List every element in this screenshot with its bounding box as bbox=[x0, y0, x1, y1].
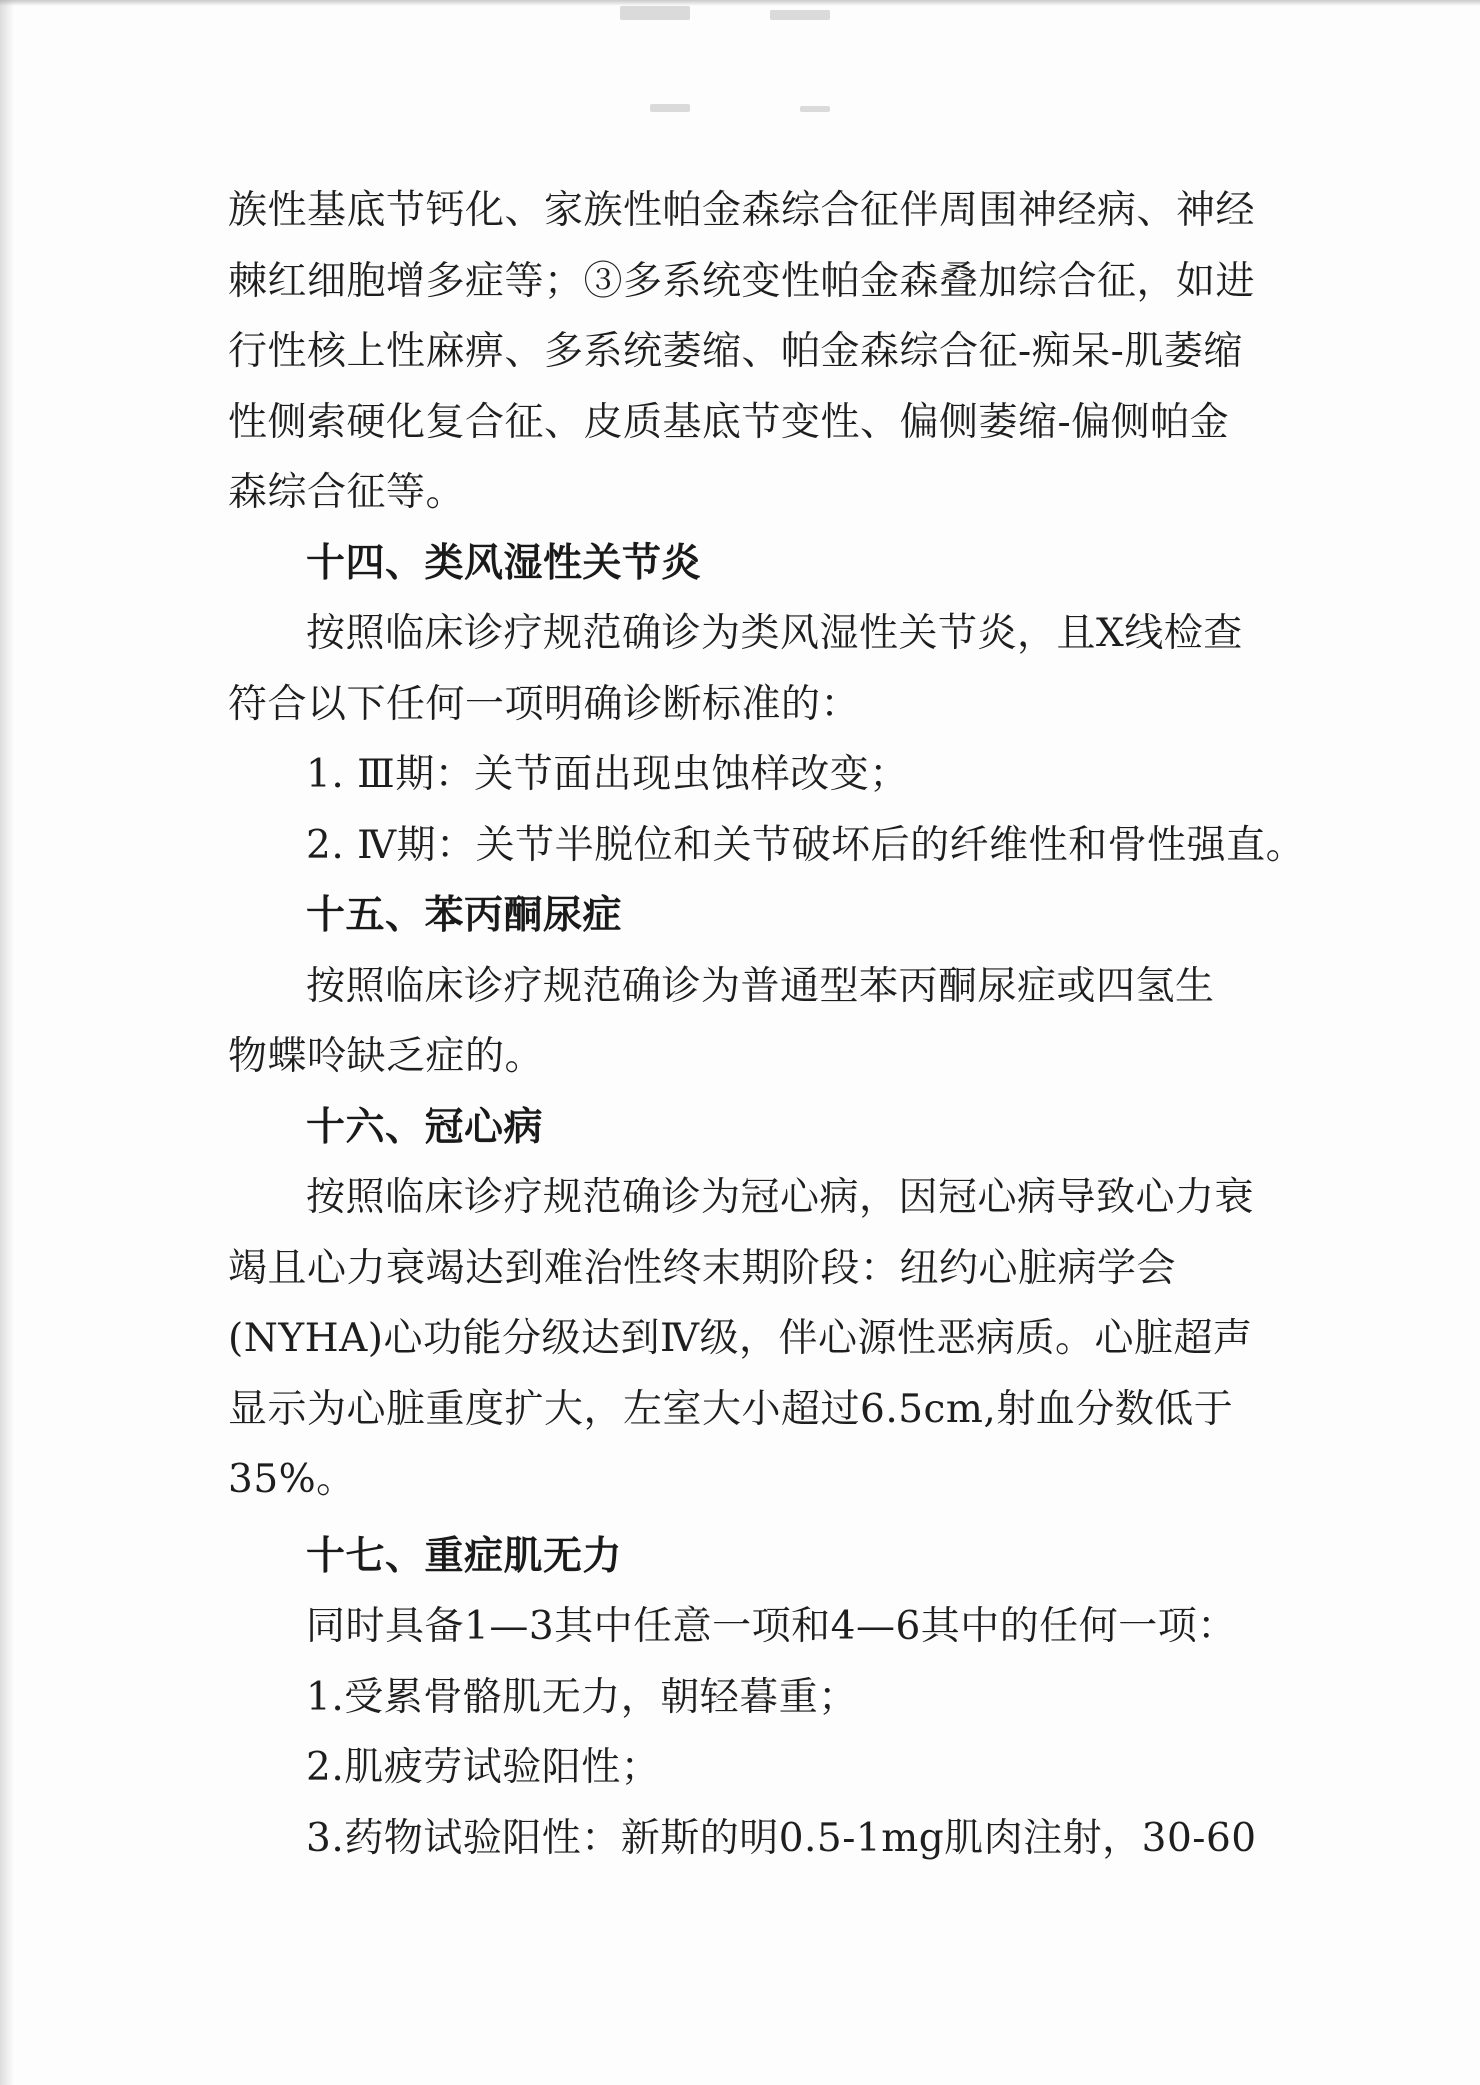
text-line: 森综合征等。 bbox=[228, 470, 466, 515]
text-line: 按照临床诊疗规范确诊为冠心病，因冠心病导致心力衰 bbox=[306, 1175, 1255, 1220]
scan-artifact bbox=[620, 6, 690, 20]
text-line: 35%。 bbox=[228, 1457, 356, 1502]
text-line: 竭且心力衰竭达到难治性终末期阶段：纽约心脏病学会 bbox=[228, 1245, 1177, 1291]
scan-artifact bbox=[650, 104, 690, 112]
text-line: (NYHA)心功能分级达到Ⅳ级，伴心源性恶病质。心脏超声 bbox=[228, 1316, 1253, 1361]
scan-artifact bbox=[770, 10, 830, 20]
text-line: 族性基底节钙化、家族性帕金森综合征伴周围神经病、神经 bbox=[228, 188, 1256, 233]
text-line: 同时具备1—3其中任意一项和4—6其中的任何一项： bbox=[306, 1604, 1237, 1649]
scan-shadow-top bbox=[0, 0, 1480, 6]
text-line: 按照临床诊疗规范确诊为普通型苯丙酮尿症或四氢生 bbox=[306, 963, 1215, 1009]
text-line: 显示为心脏重度扩大，左室大小超过6.5cm,射血分数低于 bbox=[228, 1386, 1234, 1432]
list-item: 1. Ⅲ期：关节面出现虫蚀样改变； bbox=[306, 752, 909, 797]
section-heading: 十五、苯丙酮尿症 bbox=[306, 893, 623, 938]
scan-artifact bbox=[800, 106, 830, 112]
list-item: 1.受累骨骼肌无力，朝轻暮重； bbox=[306, 1674, 858, 1720]
text-line: 物蝶呤缺乏症的。 bbox=[228, 1034, 545, 1079]
list-item: 2.肌疲劳试验阳性； bbox=[306, 1745, 661, 1790]
section-heading: 十七、重症肌无力 bbox=[306, 1533, 623, 1579]
text-line: 棘红细胞增多症等；③多系统变性帕金森叠加综合征，如进 bbox=[228, 258, 1256, 304]
scan-shadow-left bbox=[0, 0, 14, 2085]
text-line: 性侧索硬化复合征、皮质基底节变性、偏侧萎缩-偏侧帕金 bbox=[228, 399, 1230, 445]
text-line: 行性核上性麻痹、多系统萎缩、帕金森综合征-痴呆-肌萎缩 bbox=[228, 329, 1243, 374]
document-body bbox=[228, 176, 1306, 1874]
section-heading: 十四、类风湿性关节炎 bbox=[306, 540, 702, 586]
list-item: 2. Ⅳ期：关节半脱位和关节破坏后的纤维性和骨性强直。 bbox=[306, 822, 1306, 868]
text-line: 按照临床诊疗规范确诊为类风湿性关节炎，且X线检查 bbox=[306, 611, 1243, 656]
list-item: 3.药物试验阳性：新斯的明0.5-1mg肌肉注射，30-60 bbox=[306, 1815, 1257, 1861]
text-line: 符合以下任何一项明确诊断标准的： bbox=[228, 681, 861, 727]
section-heading: 十六、冠心病 bbox=[306, 1104, 544, 1150]
